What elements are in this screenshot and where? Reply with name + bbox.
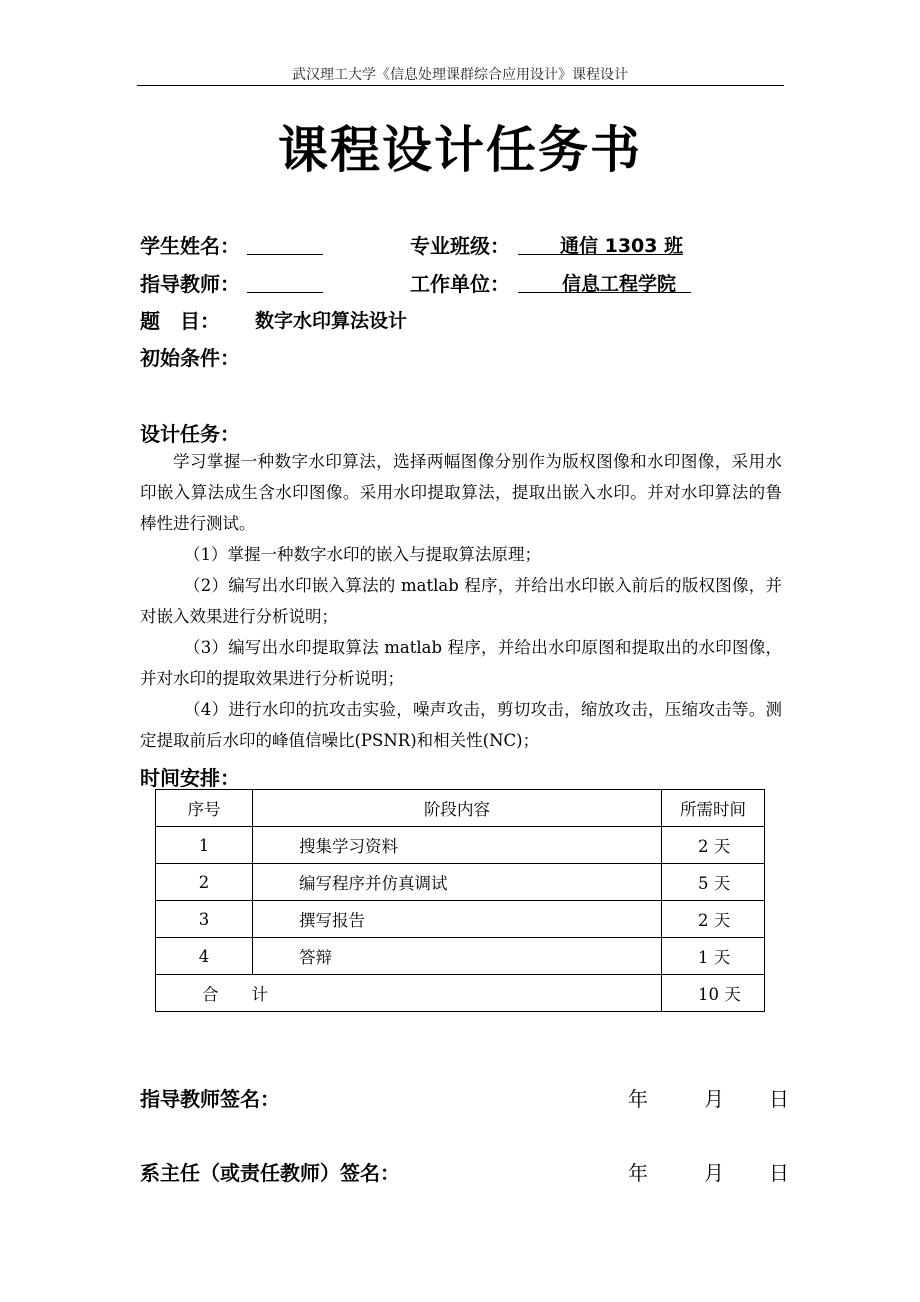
design-task-item-2: （2）编写出水印嵌入算法的 matlab 程序，并给出水印嵌入前后的版权图像，并对嵌入效果进行分析说明；: [140, 576, 782, 626]
table-row: [156, 938, 765, 975]
director-signature-label: 系主任（或责任教师）签名：: [140, 1161, 400, 1185]
table-row: [156, 901, 765, 938]
advisor-blank: [247, 270, 323, 293]
advisor-sign-year: 年: [628, 1087, 648, 1111]
schedule-heading: 时间安排：: [140, 766, 240, 790]
student-name-blank: [247, 232, 323, 255]
table-row: [156, 864, 765, 901]
row-content: 搜集学习资料: [253, 827, 662, 864]
advisor-sign-day: 日: [769, 1087, 789, 1111]
table-header-row: [156, 790, 765, 827]
topic-value: 数字水印算法设计: [255, 310, 408, 332]
column-header-content: 阶段内容: [253, 790, 662, 827]
row-content: 撰写报告: [253, 901, 662, 938]
advisor-label: 指导教师：: [140, 272, 240, 296]
schedule-table: [155, 789, 765, 1012]
major-class-label: 专业班级：: [410, 234, 510, 258]
row-time: 1 天: [662, 938, 765, 975]
table-row: [156, 827, 765, 864]
advisor-signature-label: 指导教师签名：: [140, 1087, 280, 1111]
table-total-row: [156, 975, 765, 1012]
advisor-sign-month: 月: [704, 1087, 724, 1111]
row-content: 答辩: [253, 938, 662, 975]
design-task-item-3: （3）编写出水印提取算法 matlab 程序，并给出水印原图和提取出的水印图像，并对水印的提取效果进行分析说明；: [140, 638, 782, 688]
total-time: 10 天: [662, 975, 765, 1012]
initial-conditions-label: 初始条件：: [140, 346, 240, 370]
row-no: 4: [156, 938, 253, 975]
work-unit-label: 工作单位：: [410, 272, 510, 296]
director-sign-year: 年: [628, 1161, 648, 1185]
row-time: 2 天: [662, 901, 765, 938]
design-task-heading: 设计任务：: [140, 422, 240, 446]
director-sign-month: 月: [704, 1161, 724, 1185]
row-content: 编写程序并仿真调试: [253, 864, 662, 901]
row-no: 2: [156, 864, 253, 901]
row-no: 3: [156, 901, 253, 938]
document-title: 课程设计任务书: [278, 120, 642, 179]
topic-label: 题 目：: [140, 309, 220, 333]
design-task-intro: 学习掌握一种数字水印算法，选择两幅图像分别作为版权图像和水印图像，采用水印嵌入算法成生含水印图像。采用水印提取算法，提取出嵌入水印。并对水印算法的鲁棒性进行测试。: [140, 452, 782, 533]
student-name-label: 学生姓名：: [140, 234, 240, 258]
column-header-no: 序号: [156, 790, 253, 827]
row-no: 1: [156, 827, 253, 864]
design-task-item-4: （4）进行水印的抗攻击实验，噪声攻击，剪切攻击，缩放攻击，压缩攻击等。测定提取前后水印的峰值信噪比(PSNR)和相关性(NC)；: [140, 700, 782, 750]
major-class-value: 通信 1303 班: [560, 235, 684, 257]
row-time: 2 天: [662, 827, 765, 864]
page-header: 武汉理工大学《信息处理课群综合应用设计》课程设计: [292, 67, 628, 83]
header-divider: [137, 85, 784, 86]
row-time: 5 天: [662, 864, 765, 901]
director-sign-day: 日: [769, 1161, 789, 1185]
total-label: 合 计: [156, 975, 662, 1012]
work-unit-value: 信息工程学院: [562, 273, 677, 295]
design-task-item-1: （1）掌握一种数字水印的嵌入与提取算法原理；: [184, 545, 541, 564]
column-header-time: 所需时间: [662, 790, 765, 827]
